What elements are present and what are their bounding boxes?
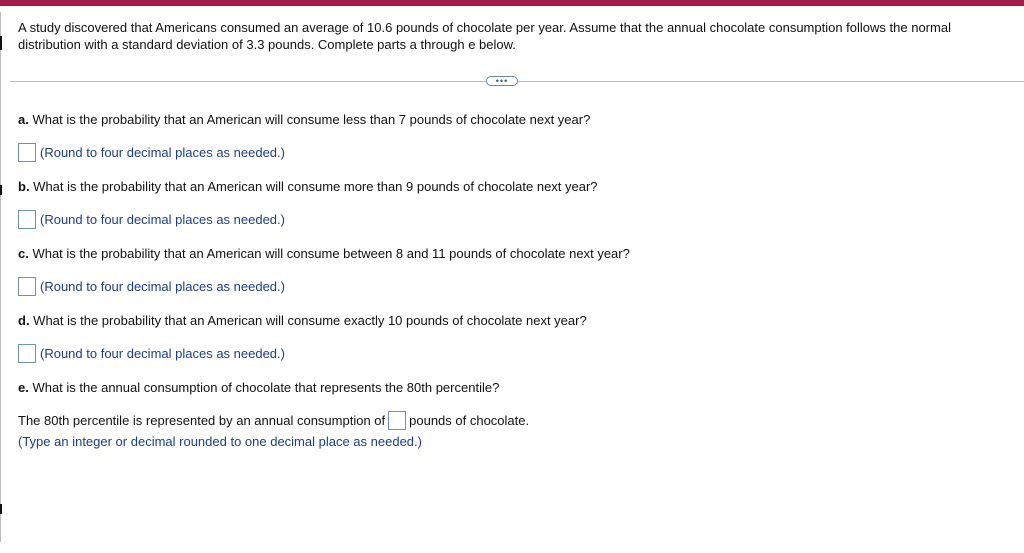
question-e bbox=[18, 380, 499, 395]
hint-text: (Round to four decimal places as needed.) bbox=[40, 346, 285, 361]
question-a bbox=[18, 112, 590, 127]
sentence-suffix: pounds of chocolate. bbox=[409, 413, 530, 428]
question-text: What is the probability that an American will consume exactly 10 pounds of chocolate next year? bbox=[29, 313, 587, 328]
question-label: a. bbox=[18, 112, 29, 127]
answer-row-a bbox=[18, 143, 285, 162]
left-marker bbox=[0, 36, 2, 50]
left-border bbox=[0, 12, 1, 542]
problem-intro: A study discovered that Americans consumed an average of 10.6 pounds of chocolate per year. Assume that the annual chocolate consumption follows the normal distribution with a standard deviation of 3.3 pounds. Complete parts a through e below. bbox=[18, 20, 951, 52]
answer-input-a[interactable] bbox=[18, 143, 36, 162]
hint-text: (Round to four decimal places as needed.) bbox=[40, 212, 285, 227]
answer-row-d bbox=[18, 344, 285, 363]
answer-input-d[interactable] bbox=[18, 344, 36, 363]
question-label: d. bbox=[18, 313, 30, 328]
hint-text: (Round to four decimal places as needed.) bbox=[40, 145, 285, 160]
question-c bbox=[18, 246, 630, 261]
question-text: What is the probability that an American will consume between 8 and 11 pounds of chocolate next year? bbox=[28, 246, 630, 261]
answer-input-c[interactable] bbox=[18, 277, 36, 296]
question-d bbox=[18, 313, 587, 328]
sentence-prefix: The 80th percentile is represented by an annual consumption of bbox=[18, 413, 386, 428]
left-marker bbox=[0, 504, 2, 514]
answer-input-e[interactable] bbox=[388, 411, 406, 430]
answer-row-c bbox=[18, 277, 285, 296]
answer-input-b[interactable] bbox=[18, 210, 36, 229]
top-accent-bar bbox=[0, 0, 1024, 6]
hint-text: (Type an integer or decimal rounded to one decimal place as needed.) bbox=[18, 434, 422, 449]
question-text: What is the probability that an American will consume more than 9 pounds of chocolate next year? bbox=[29, 179, 598, 194]
question-text: What is the annual consumption of chocolate that represents the 80th percentile? bbox=[28, 380, 500, 395]
more-button[interactable]: ••• bbox=[486, 76, 518, 86]
hint-text: (Round to four decimal places as needed.) bbox=[40, 279, 285, 294]
answer-row-b bbox=[18, 210, 285, 229]
question-text: What is the probability that an American will consume less than 7 pounds of chocolate next year? bbox=[28, 112, 591, 127]
left-marker bbox=[0, 185, 2, 195]
answer-row-e bbox=[18, 411, 529, 430]
question-b bbox=[18, 179, 598, 194]
question-label: c. bbox=[18, 246, 29, 261]
question-label: e. bbox=[18, 380, 29, 395]
question-label: b. bbox=[18, 179, 30, 194]
